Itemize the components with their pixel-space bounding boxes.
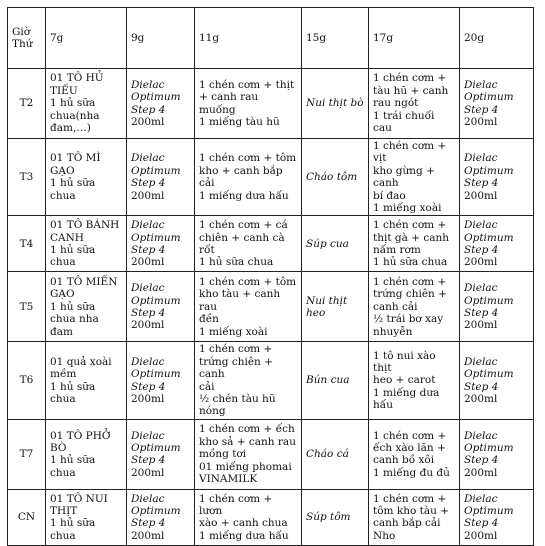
meal-7g: 01 quả xoài mềm 1 hủ sữa chua [46,342,127,419]
table-row-cn [8,489,534,545]
table-row-t6 [8,342,534,419]
milk-9g: Dielac Optimum Step 4 200ml [127,69,195,139]
table-row-t3 [8,139,534,216]
meal-7g: 01 TÔ NUI THỊT 1 hủ sữa chua [46,489,127,545]
table-row-t2 [8,69,534,139]
milk-9g: Dielac Optimum Step 4 200ml [127,272,195,342]
milk-20g: Dielac Optimum Step 4 200ml [460,216,534,272]
meal-11g: 1 chén cơm + tôm kho tàu + canh rau đền 1 miếng xoài [195,272,302,342]
meal-17g: 1 chén cơm + vịt kho gừng + canh bí đao 1 miếng xoài [369,139,460,216]
header-time-9g: 9g [127,8,195,69]
meal-11g: 1 chén cơm + thịt + canh rau muống 1 miếng tàu hũ [195,69,302,139]
meal-15g: Nui thịt bò [302,69,369,139]
table-row-t5 [8,272,534,342]
milk-20g: Dielac Optimum Step 4 200ml [460,272,534,342]
milk-20g: Dielac Optimum Step 4 200ml [460,342,534,419]
meal-15g: Bún cua [302,342,369,419]
meal-15g: Cháo tôm [302,139,369,216]
meal-11g: 1 chén cơm + tôm kho + canh bắp cải 1 miếng dưa hấu [195,139,302,216]
milk-9g: Dielac Optimum Step 4 200ml [127,489,195,545]
meal-11g: 1 chén cơm + cá chiên + canh cà rốt 1 hủ sữa chua [195,216,302,272]
meal-15g: Súp tôm [302,489,369,545]
day-label: T5 [8,272,46,342]
day-label: CN [8,489,46,545]
day-label: T4 [8,216,46,272]
meal-7g: 01 TÔ MIẾN GẠO 1 hủ sữa chua nha đam [46,272,127,342]
day-label: T2 [8,69,46,139]
header-time-17g: 17g [369,8,460,69]
day-label: T3 [8,139,46,216]
meal-15g: Cháo cá [302,419,369,489]
meal-11g: 1 chén cơm + ếch kho sả + canh rau mồng tơi 01 miếng phomai VINAMILK [195,419,302,489]
meal-17g: 1 chén cơm + ếch xào lăn + canh bồ xôi 1 miếng đu đủ [369,419,460,489]
milk-20g: Dielac Optimum Step 4 200ml [460,139,534,216]
corner-cell-time-day: Giờ Thứ [8,8,46,69]
day-label: T6 [8,342,46,419]
meal-11g: 1 chén cơm + lươn xào + canh chua 1 miếng dưa hấu [195,489,302,545]
milk-20g: Dielac Optimum Step 4 200ml [460,419,534,489]
header-time-7g: 7g [46,8,127,69]
meal-17g: 1 chén cơm + thịt gà + canh nấm rơm 1 hủ sữa chua [369,216,460,272]
meal-7g: 01 TÔ HỦ TIẾU 1 hủ sữa chua(nha đam,…) [46,69,127,139]
meal-15g: Nui thịt heo [302,272,369,342]
meal-17g: 1 chén cơm + trứng chiên + canh cải ½ trái bơ xay nhuyễn [369,272,460,342]
table-row-t4 [8,216,534,272]
meal-17g: 1 chén cơm + tàu hũ + canh rau ngót 1 trái chuối cau [369,69,460,139]
header-row [8,8,534,69]
milk-9g: Dielac Optimum Step 4 200ml [127,216,195,272]
menu-schedule [7,7,534,546]
header-time-15g: 15g [302,8,369,69]
milk-20g: Dielac Optimum Step 4 200ml [460,69,534,139]
meal-11g: 1 chén cơm + trứng chiên + canh cải ½ chén tàu hũ nóng [195,342,302,419]
header-time-20g: 20g [460,8,534,69]
table-row-t7 [8,419,534,489]
meal-7g: 01 TÔ PHỞ BÒ 1 hủ sữa chua [46,419,127,489]
day-label: T7 [8,419,46,489]
meal-plan-table [7,7,534,546]
milk-9g: Dielac Optimum Step 4 200ml [127,419,195,489]
meal-7g: 01 TÔ BÁNH CANH 1 hủ sữa chua [46,216,127,272]
meal-7g: 01 TÔ MÌ GẠO 1 hủ sữa chua [46,139,127,216]
milk-9g: Dielac Optimum Step 4 200ml [127,139,195,216]
header-time-11g: 11g [195,8,302,69]
meal-17g: 1 chén cơm + tôm kho tàu + canh bắp cải Nho [369,489,460,545]
meal-15g: Súp cua [302,216,369,272]
milk-9g: Dielac Optimum Step 4 200ml [127,342,195,419]
meal-17g: 1 tô nui xào thịt heo + carot 1 miếng dưa hấu [369,342,460,419]
milk-20g: Dielac Optimum Step 4 200ml [460,489,534,545]
